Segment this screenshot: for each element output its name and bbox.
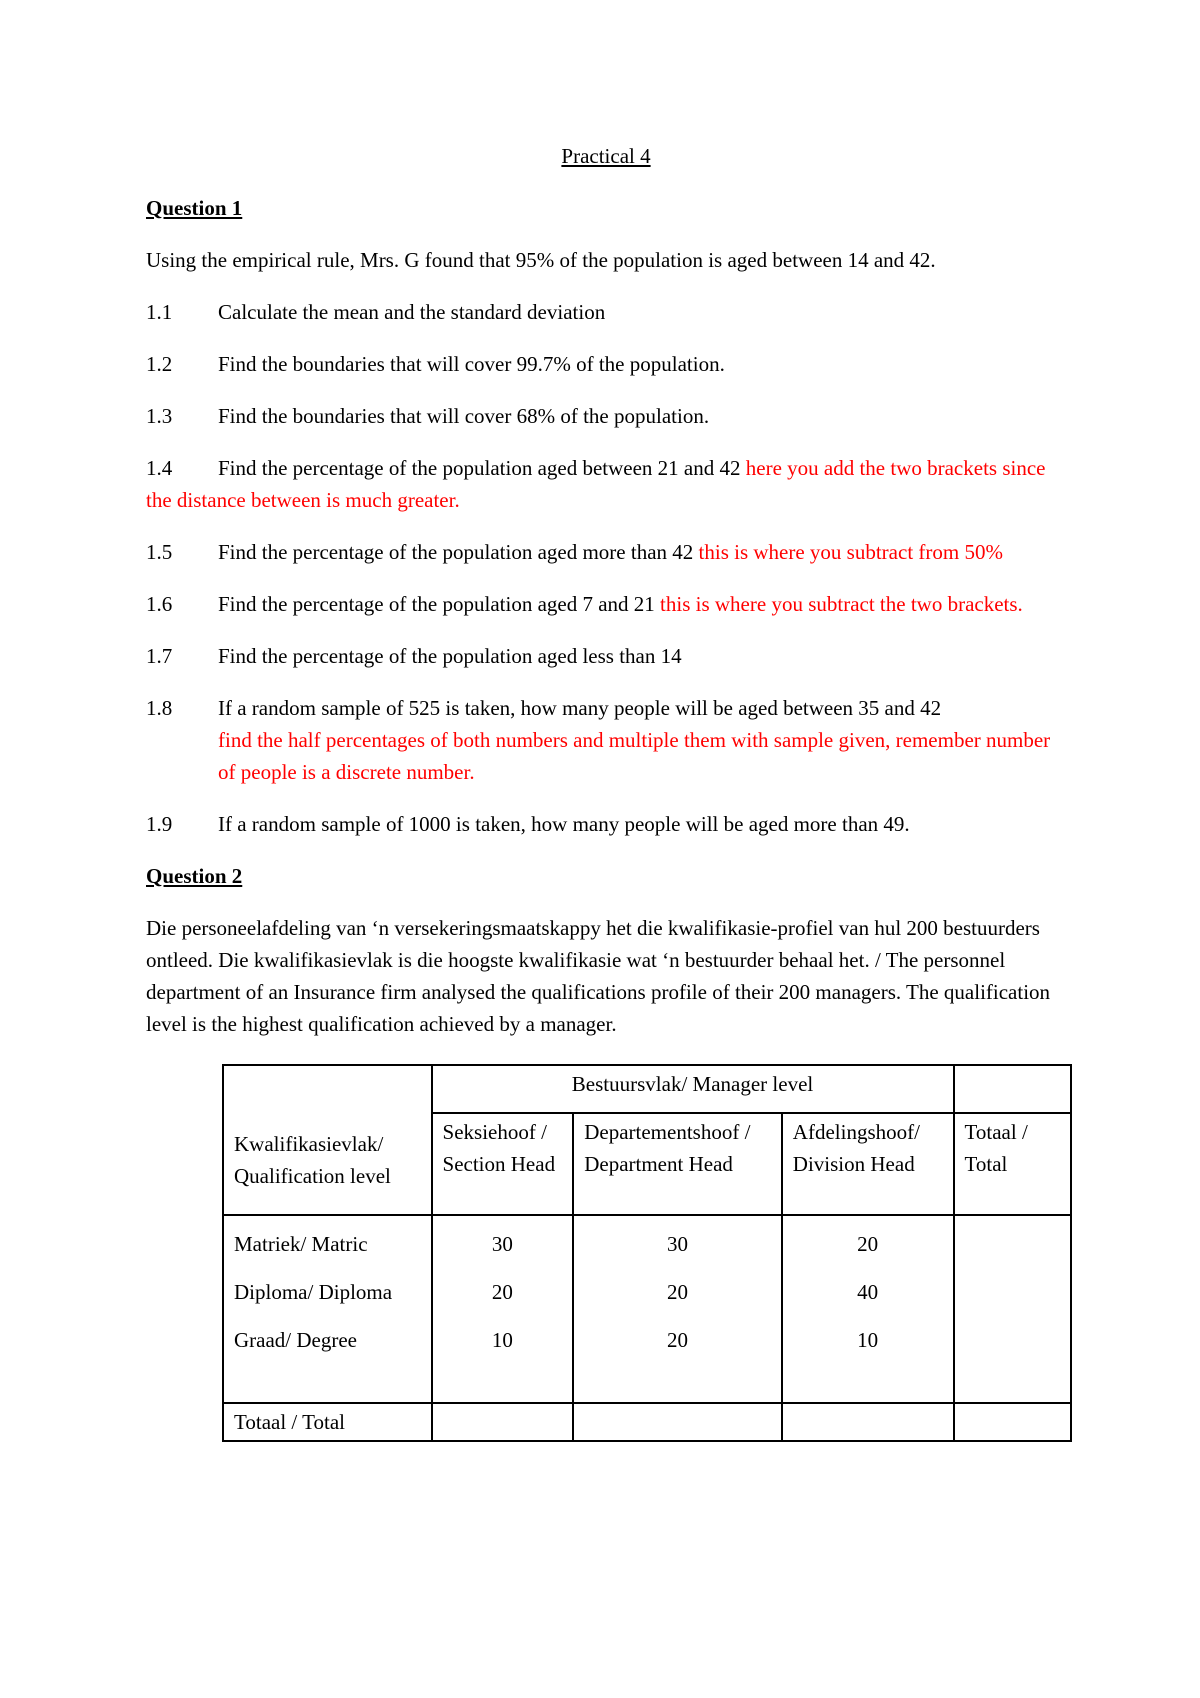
data-section-head-cell bbox=[432, 1215, 574, 1403]
table-cell: 30 bbox=[491, 1232, 513, 1256]
question-1-items bbox=[146, 296, 1066, 840]
item-note: find the half percentages of both numbers and multiple them with sample given, remember number of people is a discrete number. bbox=[218, 728, 1051, 784]
item-text: Find the boundaries that will cover 68% of the population. bbox=[218, 404, 710, 428]
table-cell: 20 bbox=[857, 1232, 879, 1256]
question-item-1-8 bbox=[146, 692, 1066, 788]
question-item-1-2 bbox=[146, 348, 1066, 380]
total-row-label: Totaal / Total bbox=[223, 1403, 432, 1441]
item-number: 1.9 bbox=[146, 812, 173, 836]
question-1-heading: Question 1 bbox=[146, 196, 243, 220]
column-header-total: Totaal / Total bbox=[954, 1113, 1071, 1215]
column-header-section-head: Seksiehoof / Section Head bbox=[432, 1113, 574, 1215]
item-text: Find the percentage of the population aged more than 42 bbox=[218, 540, 699, 564]
table-cell: 20 bbox=[667, 1328, 688, 1352]
item-number: 1.5 bbox=[146, 540, 173, 564]
row-header-line-2: Qualification level bbox=[234, 1164, 391, 1188]
question-1-intro: Using the empirical rule, Mrs. G found that 95% of the population is aged between 14 and 42. bbox=[146, 248, 936, 272]
item-number: 1.7 bbox=[146, 644, 173, 668]
row-label-matric: Matriek/ Matric bbox=[234, 1232, 368, 1256]
item-text: Find the percentage of the population aged between 21 and 42 bbox=[218, 456, 746, 480]
item-note: here you add the two brackets since the distance between is much greater. bbox=[146, 456, 1046, 512]
qualification-table bbox=[222, 1064, 1072, 1442]
row-label-diploma: Diploma/ Diploma bbox=[234, 1280, 393, 1304]
group-header-cell bbox=[432, 1065, 954, 1113]
item-text: Find the boundaries that will cover 99.7% of the population. bbox=[218, 352, 725, 376]
item-number: 1.4 bbox=[146, 456, 173, 480]
table-cell: 10 bbox=[491, 1328, 513, 1352]
row-header-cell bbox=[223, 1065, 432, 1215]
table-cell: 30 bbox=[667, 1232, 688, 1256]
item-text: Calculate the mean and the standard deviation bbox=[218, 300, 606, 324]
item-text: Find the percentage of the population aged less than 14 bbox=[218, 644, 682, 668]
question-item-1-6 bbox=[146, 588, 1066, 620]
item-number: 1.6 bbox=[146, 592, 173, 616]
item-number: 1.2 bbox=[146, 352, 173, 376]
document-page bbox=[146, 140, 1066, 1442]
question-item-1-7 bbox=[146, 640, 1066, 672]
item-number: 1.1 bbox=[146, 300, 173, 324]
item-text: Find the percentage of the population aged 7 and 21 bbox=[218, 592, 661, 616]
table-cell: 10 bbox=[857, 1328, 879, 1352]
row-header-line-1: Kwalifikasievlak/ bbox=[234, 1132, 384, 1156]
question-item-1-9 bbox=[146, 808, 1066, 840]
column-header-division-head: Afdelingshoof/ Division Head bbox=[782, 1113, 954, 1215]
question-item-1-3 bbox=[146, 400, 1066, 432]
question-2-paragraph: Die personeelafdeling van ‘n versekeringsmaatskappy het die kwalifikasie-profiel van hul 200 bestuurders ontleed. Die kwalifikasievlak is die hoogste kwalifikasie wat ‘n bestuurder behaal het. / The personnel department of an Insurance firm analysed the qualifications profile of their 200 managers. The qualification level is the highest qualification achieved by a manager. bbox=[146, 916, 1051, 1036]
row-label-degree: Graad/ Degree bbox=[234, 1328, 358, 1352]
group-header-label: Bestuursvlak/ Manager level bbox=[571, 1072, 814, 1096]
item-note: this is where you subtract from 50% bbox=[698, 540, 1003, 564]
item-number: 1.8 bbox=[146, 696, 173, 720]
data-labels-cell bbox=[223, 1215, 432, 1403]
question-item-1-4 bbox=[146, 452, 1066, 516]
item-number: 1.3 bbox=[146, 404, 173, 428]
item-text: If a random sample of 525 is taken, how many people will be aged between 35 and 42 bbox=[218, 696, 942, 720]
table-cell: 20 bbox=[667, 1280, 688, 1304]
column-header-department-head: Departementshoof / Department Head bbox=[573, 1113, 782, 1215]
item-note: this is where you subtract the two brackets. bbox=[660, 592, 1023, 616]
question-item-1-1 bbox=[146, 296, 1066, 328]
total-cell-section-head bbox=[432, 1403, 574, 1441]
table-total-row bbox=[223, 1403, 1071, 1441]
data-division-head-cell bbox=[782, 1215, 954, 1403]
total-cell-division-head bbox=[782, 1403, 954, 1441]
group-header-empty-cell bbox=[954, 1065, 1071, 1113]
item-text: If a random sample of 1000 is taken, how many people will be aged more than 49. bbox=[218, 812, 910, 836]
data-total-cell bbox=[954, 1215, 1071, 1403]
question-item-1-5 bbox=[146, 536, 1066, 568]
table-cell: 40 bbox=[857, 1280, 879, 1304]
total-cell-grand-total bbox=[954, 1403, 1071, 1441]
question-2-heading: Question 2 bbox=[146, 864, 243, 888]
table-data-row bbox=[223, 1215, 1071, 1403]
total-cell-department-head bbox=[573, 1403, 782, 1441]
data-department-head-cell bbox=[573, 1215, 782, 1403]
document-title: Practical 4 bbox=[561, 144, 651, 168]
table-group-header-row bbox=[223, 1065, 1071, 1113]
table-cell: 20 bbox=[491, 1280, 513, 1304]
